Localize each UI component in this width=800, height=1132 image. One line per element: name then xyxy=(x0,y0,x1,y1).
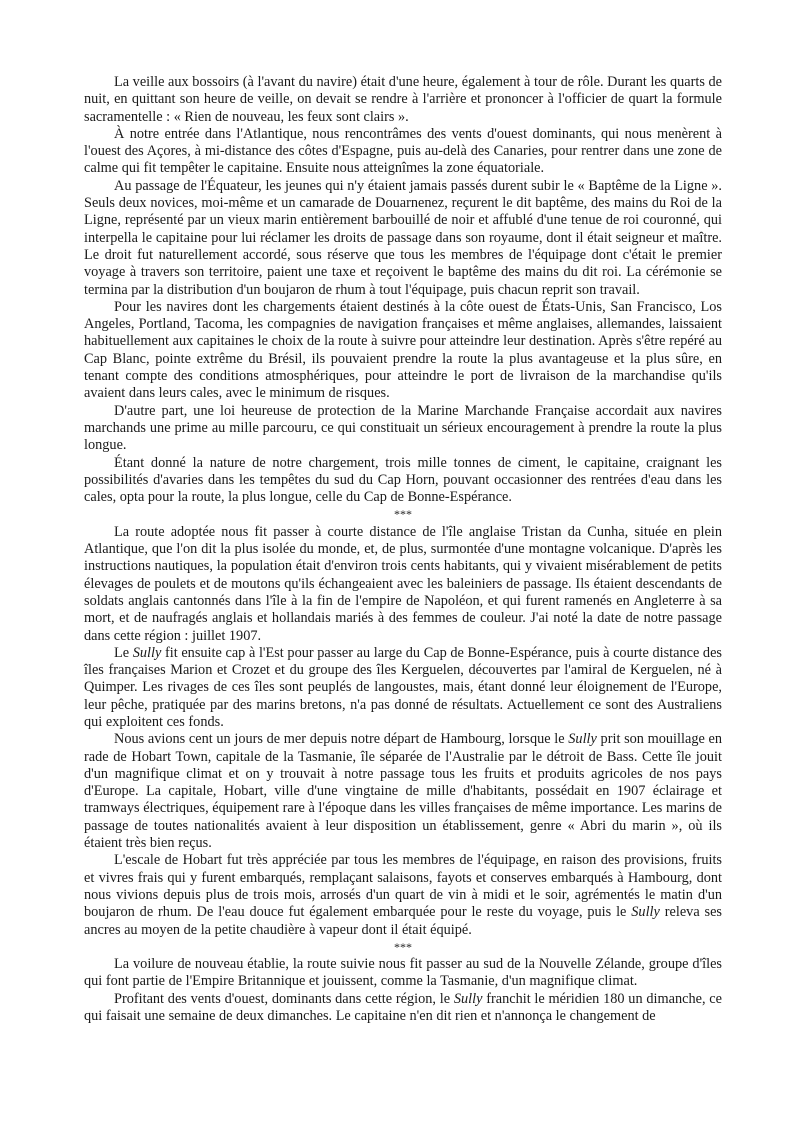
paragraph xyxy=(84,299,722,403)
text-run: D'autre part, une loi heureuse de protection de la Marine Marchande Française accordait aux navires marchands une prime au mille parcouru, ce qui constituait un sérieux encouragement à prendre la route la plus longue. xyxy=(84,402,722,454)
ship-name: Sully xyxy=(568,731,597,748)
paragraph xyxy=(84,731,722,852)
text-run: prit son mouillage en rade de Hobart Town, capitale de la Tasmanie, île séparée de l'Australie par le détroit de Bass. Cette île jouit d'un magnifique climat et on y trouvait à notre passage tous les fruits et produits agricoles de nos pays d'Europe. La capitale, Hobart, ville d'une vingtaine de mille d'habitants, possédait en 1907 éclairage et tramways électriques, équipement rare à l'époque dans les villes françaises de même importance. Les marins de passage de toutes nationalités avaient à leur disposition un établissement, genre « Abri du marin », où ils étaient très bien reçus. xyxy=(84,731,722,852)
paragraph xyxy=(84,991,722,1026)
ship-name: Sully xyxy=(631,904,660,921)
paragraph xyxy=(84,126,722,178)
paragraph xyxy=(84,645,722,731)
text-run: La veille aux bossoirs (à l'avant du navire) était d'une heure, également à tour de rôle. Durant les quarts de nuit, en quittant son heure de veille, on devait se rendre à l'arrière et prononcer à l'officier de quart la formule sacramentelle : « Rien de nouveau, les feux sont clairs ». xyxy=(84,74,722,125)
paragraph xyxy=(84,956,722,991)
text-run: La route adoptée nous fit passer à courte distance de l'île anglaise Tristan da Cunha, située en plein Atlantique, que l'on dit la plus isolée du monde, et, de plus, surmontée d'une montagne volcanique. D'après les instructions nautiques, la population était d'environ trois cents habitants, qui y vivaient misérablement de petits élevages de poulets et de moutons qu'ils échangeaient avec les baleiniers de passage. Ils étaient descendants de soldats anglais cantonnés dans l'île à la fin de l'empire de Napoléon, et qui furent ramenés en Angleterre à sa mort, et de naufragés anglais et hollandais mariés à des femmes de couleur. J'ai noté la date de notre passage dans cette région : juillet 1907. xyxy=(84,523,722,644)
text-run: fit ensuite cap à l'Est pour passer au large du Cap de Bonne-Espérance, puis à courte distance des îles françaises Marion et Crozet et du groupe des îles Kerguelen, découvertes par l'amiral de Kerguelen, né à Quimper. Les rivages de ces îles sont peuplés de langoustes, mais, étant donné leur éloignement de l'Europe, leur pêche, pratiquée par des marins bretons, n'a pas donné de résultats. Actuellement ce sont des Australiens qui exploitent ces fonds. xyxy=(84,644,722,730)
text-run: releva ses ancres au moyen de la petite chaudière à vapeur dont il était équipé. xyxy=(84,904,722,938)
paragraph xyxy=(84,455,722,507)
paragraph xyxy=(84,852,722,938)
section-separator: *** xyxy=(394,939,412,954)
text-run: Au passage de l'Équateur, les jeunes qui n'y étaient jamais passés durent subir le « Baptême de la Ligne ». Seuls deux novices, moi-même et un camarade de Douarnenez, reçurent le dit baptême, des mains du Roi de la Ligne, représenté par un vieux marin entièrement barbouillé de noir et affublé d'une tenue de roi couronné, qui interpella le capitaine pour lui réclamer les droits de passage dans son royaume, dont il était seigneur et maître. Le droit fut naturellement accordé, sous réserve que tous les membres de l'équipage dont c'était le premier voyage à travers son territoire, paient une taxe et reçoivent le baptême des mains du dit roi. La cérémonie se termina par la distribution d'un boujaron de rhum à tout l'équipage, puis chacun reprit son travail. xyxy=(84,177,722,298)
document-page xyxy=(84,74,722,1025)
ship-name: Sully xyxy=(132,644,162,661)
paragraph xyxy=(84,74,722,126)
text-run: Étant donné la nature de notre chargement, trois mille tonnes de ciment, le capitaine, craignant les possibilités d'avaries dans les tempêtes du sud du Cap Horn, pouvant occasionner des rentrées d'eau dans les cales, opta pour la route, la plus longue, celle du Cap de Bonne-Espérance. xyxy=(84,454,722,506)
section-separator: *** xyxy=(394,507,412,522)
text-run: Profitant des vents d'ouest, dominants dans cette région, le xyxy=(114,990,454,1007)
ship-name: Sully xyxy=(453,990,483,1007)
text-run: La voilure de nouveau établie, la route suivie nous fit passer au sud de la Nouvelle Zélande, groupe d'îles qui font partie de l'Empire Britannique et jouissent, comme la Tasmanie, d'un magnifique climat. xyxy=(84,956,722,990)
paragraph xyxy=(84,178,722,299)
paragraph xyxy=(84,403,722,455)
text-run: franchit le méridien 180 un dimanche, ce qui faisait une semaine de deux dimanches. Le capitaine n'en dit rien et n'annonça le changement de xyxy=(84,990,722,1025)
text-run: L'escale de Hobart fut très appréciée par tous les membres de l'équipage, en raison des provisions, fruits et vivres frais qui y furent embarqués, remplaçant salaisons, fayots et conserves embarqués à Hambourg, dont nous vivions depuis plus de trois mois, arrosés d'un quart de vin à midi et le soir, agrémentés le matin d'un boujaron de rhum. De l'eau douce fut également embarquée pour le reste du voyage, puis le xyxy=(84,852,722,921)
text-run: Le xyxy=(114,644,133,661)
text-run: À notre entrée dans l'Atlantique, nous rencontrâmes des vents d'ouest dominants, qui nous menèrent à l'ouest des Açores, à mi-distance des côtes d'Espagne, puis au-delà des Canaries, pour rentrer dans une zone de calme qui fit tempêter le capitaine. Ensuite nous atteignîmes la zone équatoriale. xyxy=(84,125,722,177)
text-run: Nous avions cent un jours de mer depuis notre départ de Hambourg, lorsque le xyxy=(114,731,569,748)
text-run: Pour les navires dont les chargements étaient destinés à la côte ouest de États-Unis, San Francisco, Los Angeles, Portland, Tacoma, les compagnies de navigation françaises et même anglaises, allemandes, laissaient habituellement aux capitaines le choix de la route à suivre pour atteindre leur destination. Après s'être repéré au Cap Blanc, pointe extrême du Brésil, ils pouvaient prendre la route la plus avantageuse et la plus sûre, en tenant compte des conditions atmosphériques, pour atteindre le port de livraison de la marchandise qu'ils avaient dans leurs cales, avec le minimum de risques. xyxy=(84,298,722,402)
paragraph xyxy=(84,524,722,645)
